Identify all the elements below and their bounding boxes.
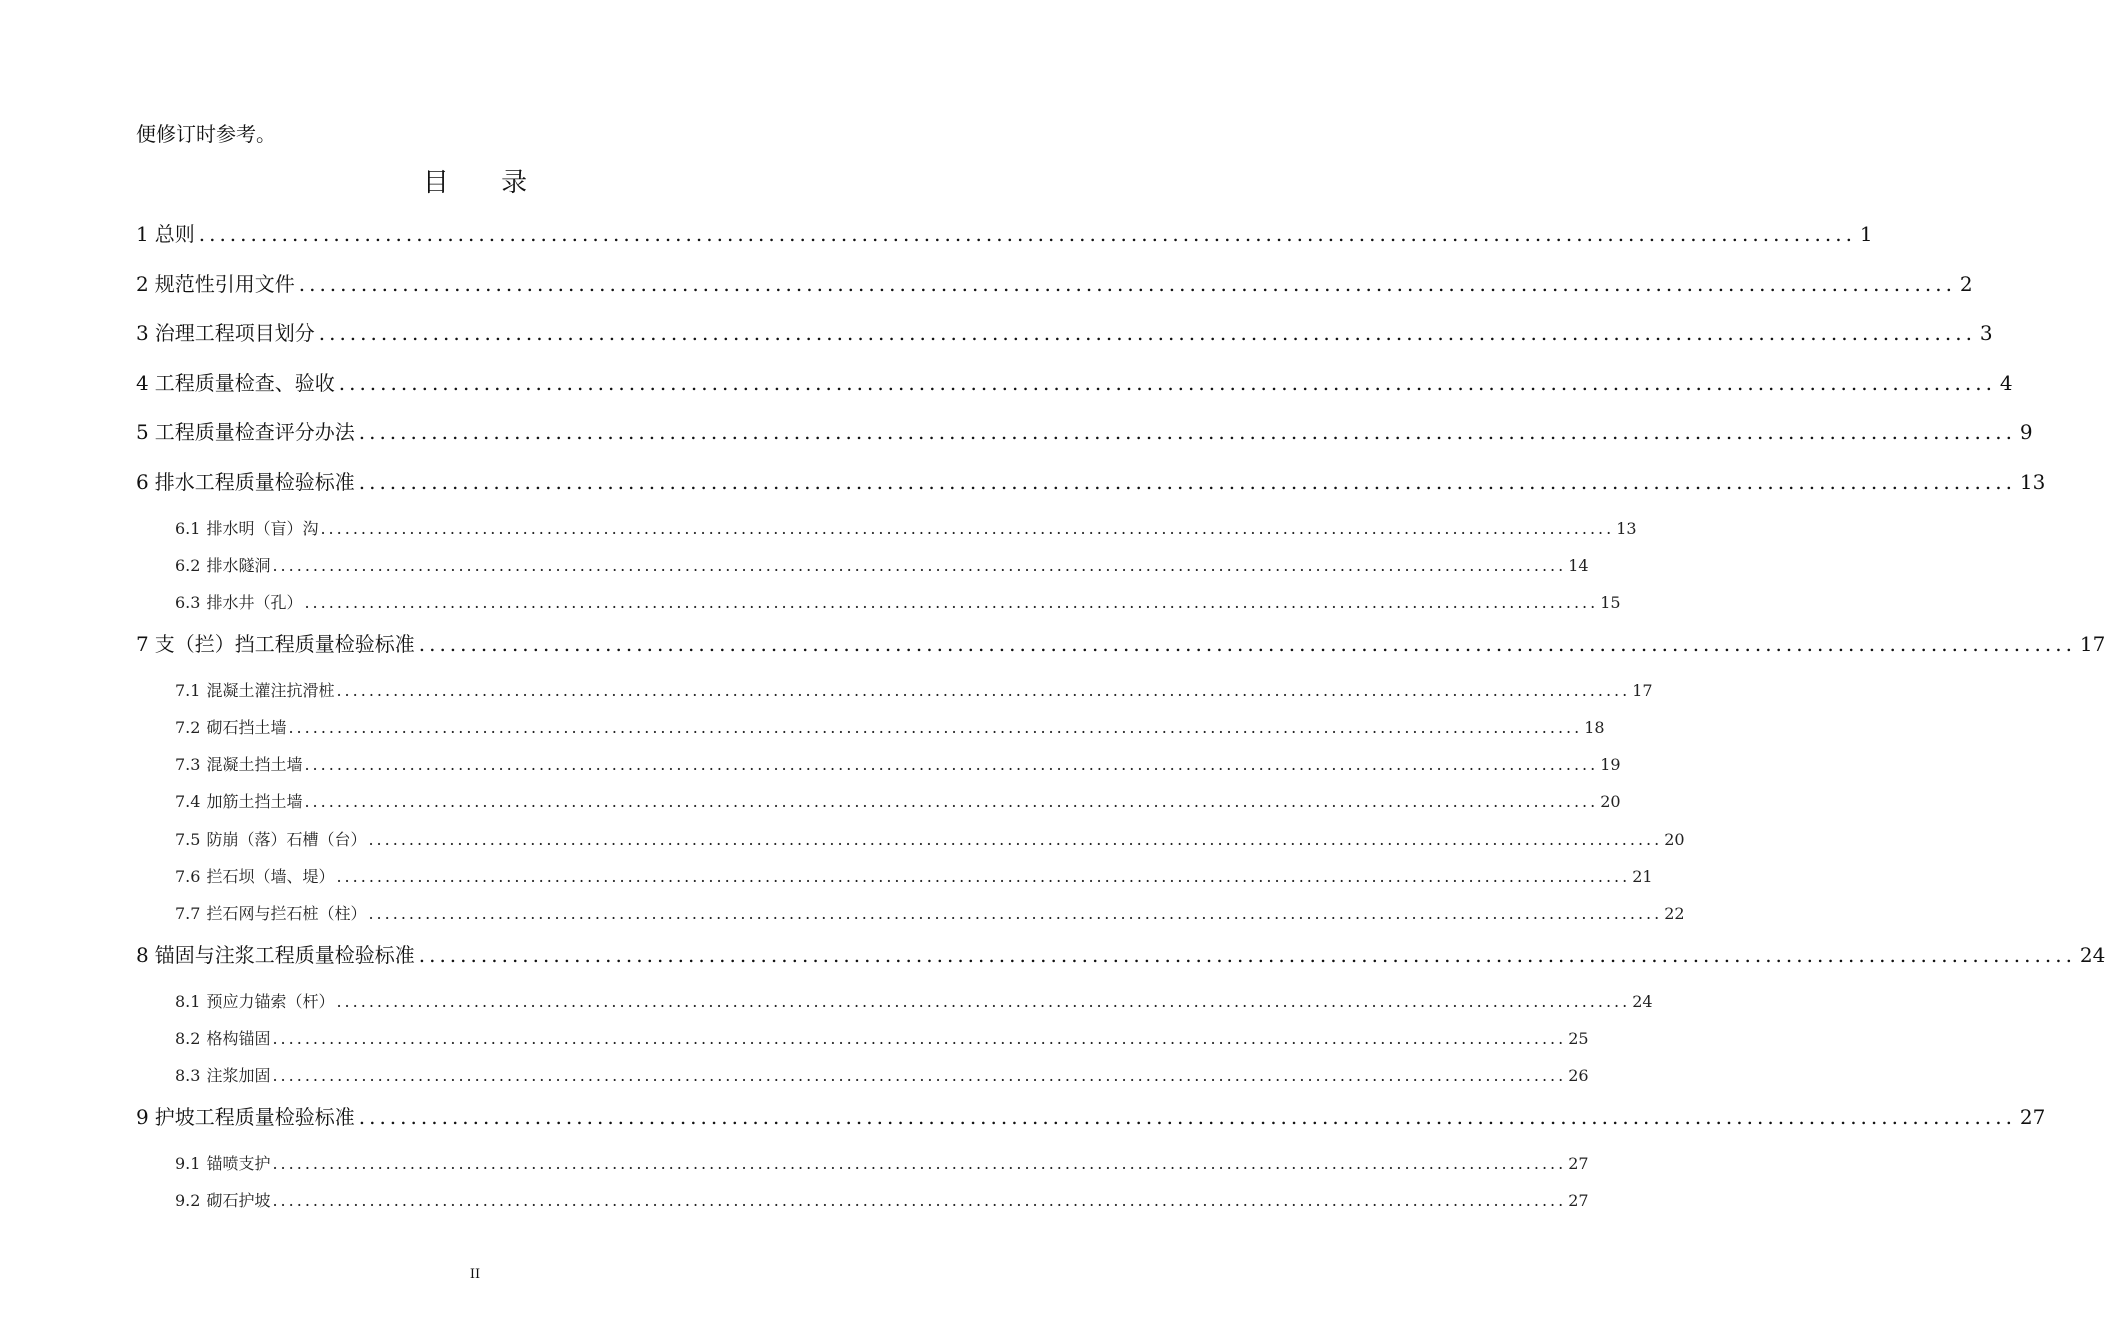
toc-entry-number: 4: [136, 371, 149, 395]
toc-entry[interactable]: [175, 789, 1621, 815]
toc-entry-page: 13: [2019, 470, 2046, 494]
toc-dot-leader: ................................................................................................................................................................: [272, 1154, 1567, 1173]
toc-entry[interactable]: [175, 715, 1605, 741]
toc-entry-number: 9.1: [175, 1154, 201, 1173]
toc-entry-label: 混凝土灌注抗滑桩: [206, 681, 335, 700]
toc-title: 目 录: [422, 168, 550, 198]
toc-entry-label: 总则: [154, 222, 195, 246]
toc-entry[interactable]: [136, 939, 2105, 971]
toc-entry-page: 1: [1859, 222, 1873, 246]
toc-dot-leader: ................................................................................................................................................................: [336, 681, 1631, 700]
toc-dot-leader: ................................................................................................................................................................: [304, 792, 1599, 811]
toc-entry-number: 6: [136, 470, 149, 494]
toc-entry-number: 7.5: [175, 830, 201, 849]
toc-entry-number: 5: [136, 420, 149, 444]
toc-entry-page: 27: [1568, 1191, 1589, 1210]
toc-entry-number: 8.1: [175, 992, 201, 1011]
toc-entry[interactable]: [175, 827, 1685, 853]
toc-entry-page: 13: [1616, 519, 1637, 538]
toc-dot-leader: ................................................................................................................................................................: [198, 222, 1856, 246]
intro-text: 便修订时参考。: [136, 122, 276, 146]
toc-dot-leader: ................................................................................................................................................................: [318, 321, 1976, 345]
toc-entry-label: 预应力锚索（杆）: [206, 992, 335, 1011]
toc-entry[interactable]: [175, 989, 1653, 1015]
toc-entry-number: 2: [136, 272, 149, 296]
toc-dot-leader: ................................................................................................................................................................: [320, 519, 1615, 538]
toc-dot-leader: ................................................................................................................................................................: [338, 371, 1996, 395]
toc-entry-page: 17: [1632, 681, 1653, 700]
toc-entry[interactable]: [136, 628, 2105, 660]
toc-entry-label: 砌石护坡: [206, 1191, 271, 1210]
toc-entry-label: 护坡工程质量检验标准: [154, 1105, 355, 1129]
toc-entry-number: 7.1: [175, 681, 201, 700]
toc-dot-leader: ................................................................................................................................................................: [272, 1191, 1567, 1210]
toc-dot-leader: ................................................................................................................................................................: [418, 943, 2076, 967]
toc-dot-leader: ................................................................................................................................................................: [368, 904, 1663, 923]
toc-entry-number: 7: [136, 632, 149, 656]
toc-entry-label: 规范性引用文件: [154, 272, 295, 296]
toc-entry-label: 排水明（盲）沟: [206, 519, 319, 538]
toc-entry-label: 排水井（孔）: [206, 593, 303, 612]
toc-entry-page: 20: [1600, 792, 1621, 811]
toc-entry[interactable]: [136, 367, 2013, 399]
toc-entry-page: 19: [1600, 755, 1621, 774]
toc-entry-page: 2: [1959, 272, 1973, 296]
toc-dot-leader: ................................................................................................................................................................: [336, 867, 1631, 886]
toc-entry[interactable]: [136, 416, 2033, 448]
toc-entry-number: 9.2: [175, 1191, 201, 1210]
toc-dot-leader: ................................................................................................................................................................: [288, 718, 1583, 737]
toc-entry-page: 20: [1664, 830, 1685, 849]
toc-entry[interactable]: [136, 466, 2046, 498]
toc-entry-page: 15: [1600, 593, 1621, 612]
toc-dot-leader: ................................................................................................................................................................: [358, 420, 2016, 444]
toc-entry[interactable]: [175, 1188, 1589, 1214]
toc-entry[interactable]: [136, 268, 1973, 300]
toc-entry-number: 9: [136, 1105, 149, 1129]
toc-dot-leader: ................................................................................................................................................................: [272, 556, 1567, 575]
toc-entry[interactable]: [175, 864, 1653, 890]
toc-dot-leader: ................................................................................................................................................................: [272, 1066, 1567, 1085]
footer-page-number: II: [469, 1267, 481, 1282]
toc-entry[interactable]: [175, 516, 1637, 542]
toc-entry-number: 6.2: [175, 556, 201, 575]
toc-entry-page: 27: [2019, 1105, 2046, 1129]
toc-entry-label: 锚喷支护: [206, 1154, 271, 1173]
toc-dot-leader: ................................................................................................................................................................: [418, 632, 2076, 656]
toc-entry-label: 防崩（落）石槽（台）: [206, 830, 367, 849]
toc-entry-number: 8.2: [175, 1029, 201, 1048]
toc-dot-leader: ................................................................................................................................................................: [298, 272, 1956, 296]
toc-entry-number: 7.3: [175, 755, 201, 774]
toc-entry-label: 排水工程质量检验标准: [154, 470, 355, 494]
toc-entry-page: 27: [1568, 1154, 1589, 1173]
toc-entry-label: 拦石坝（墙、堤）: [206, 867, 335, 886]
toc-entry[interactable]: [175, 901, 1685, 927]
toc-entry-label: 拦石网与拦石桩（柱）: [206, 904, 367, 923]
toc-entry-label: 锚固与注浆工程质量检验标准: [154, 943, 415, 967]
toc-entry-page: 24: [2079, 943, 2105, 967]
toc-dot-leader: ................................................................................................................................................................: [368, 830, 1663, 849]
toc-entry-label: 工程质量检查评分办法: [154, 420, 355, 444]
toc-entry-page: 26: [1568, 1066, 1589, 1085]
toc-entry-label: 注浆加固: [206, 1066, 271, 1085]
toc-entry-number: 7.2: [175, 718, 201, 737]
toc-entry[interactable]: [175, 752, 1621, 778]
toc-entry-page: 3: [1979, 321, 1993, 345]
toc-entry[interactable]: [175, 590, 1621, 616]
toc-dot-leader: ................................................................................................................................................................: [272, 1029, 1567, 1048]
toc-entry[interactable]: [136, 218, 1873, 250]
toc-entry-label: 排水隧洞: [206, 556, 271, 575]
toc-entry-label: 混凝土挡土墙: [206, 755, 303, 774]
toc-entry-page: 21: [1632, 867, 1653, 886]
toc-entry[interactable]: [175, 1026, 1589, 1052]
toc-entry-page: 22: [1664, 904, 1685, 923]
toc-entry-number: 1: [136, 222, 149, 246]
toc-entry[interactable]: [136, 317, 1993, 349]
toc-entry-number: 6.1: [175, 519, 201, 538]
toc-entry-number: 8: [136, 943, 149, 967]
toc-entry-label: 加筋土挡土墙: [206, 792, 303, 811]
toc-entry-label: 砌石挡土墙: [206, 718, 287, 737]
toc-entry-label: 工程质量检查、验收: [154, 371, 335, 395]
toc-entry-page: 18: [1584, 718, 1605, 737]
toc-dot-leader: ................................................................................................................................................................: [358, 1105, 2016, 1129]
toc-dot-leader: ................................................................................................................................................................: [304, 593, 1599, 612]
toc-dot-leader: ................................................................................................................................................................: [358, 470, 2016, 494]
toc-entry-page: 17: [2079, 632, 2105, 656]
toc-dot-leader: ................................................................................................................................................................: [336, 992, 1631, 1011]
toc-entry-page: 4: [1999, 371, 2013, 395]
toc-entry-page: 9: [2019, 420, 2033, 444]
toc-entry-page: 24: [1632, 992, 1653, 1011]
toc-entry[interactable]: [175, 1063, 1589, 1089]
toc-entry[interactable]: [136, 1101, 2046, 1133]
toc-entry-number: 3: [136, 321, 149, 345]
toc-entry-label: 治理工程项目划分: [154, 321, 315, 345]
toc-entry-label: 格构锚固: [206, 1029, 271, 1048]
toc-entry-page: 25: [1568, 1029, 1589, 1048]
toc-entry-number: 8.3: [175, 1066, 201, 1085]
toc-entry-number: 7.4: [175, 792, 201, 811]
toc-entry-page: 14: [1568, 556, 1589, 575]
toc-entry-number: 7.7: [175, 904, 201, 923]
toc-entry[interactable]: [175, 678, 1653, 704]
toc-entry-number: 6.3: [175, 593, 201, 612]
toc-dot-leader: ................................................................................................................................................................: [304, 755, 1599, 774]
toc-entry-number: 7.6: [175, 867, 201, 886]
toc-entry-label: 支（拦）挡工程质量检验标准: [154, 632, 415, 656]
toc-entry[interactable]: [175, 553, 1589, 579]
toc-entry[interactable]: [175, 1151, 1589, 1177]
